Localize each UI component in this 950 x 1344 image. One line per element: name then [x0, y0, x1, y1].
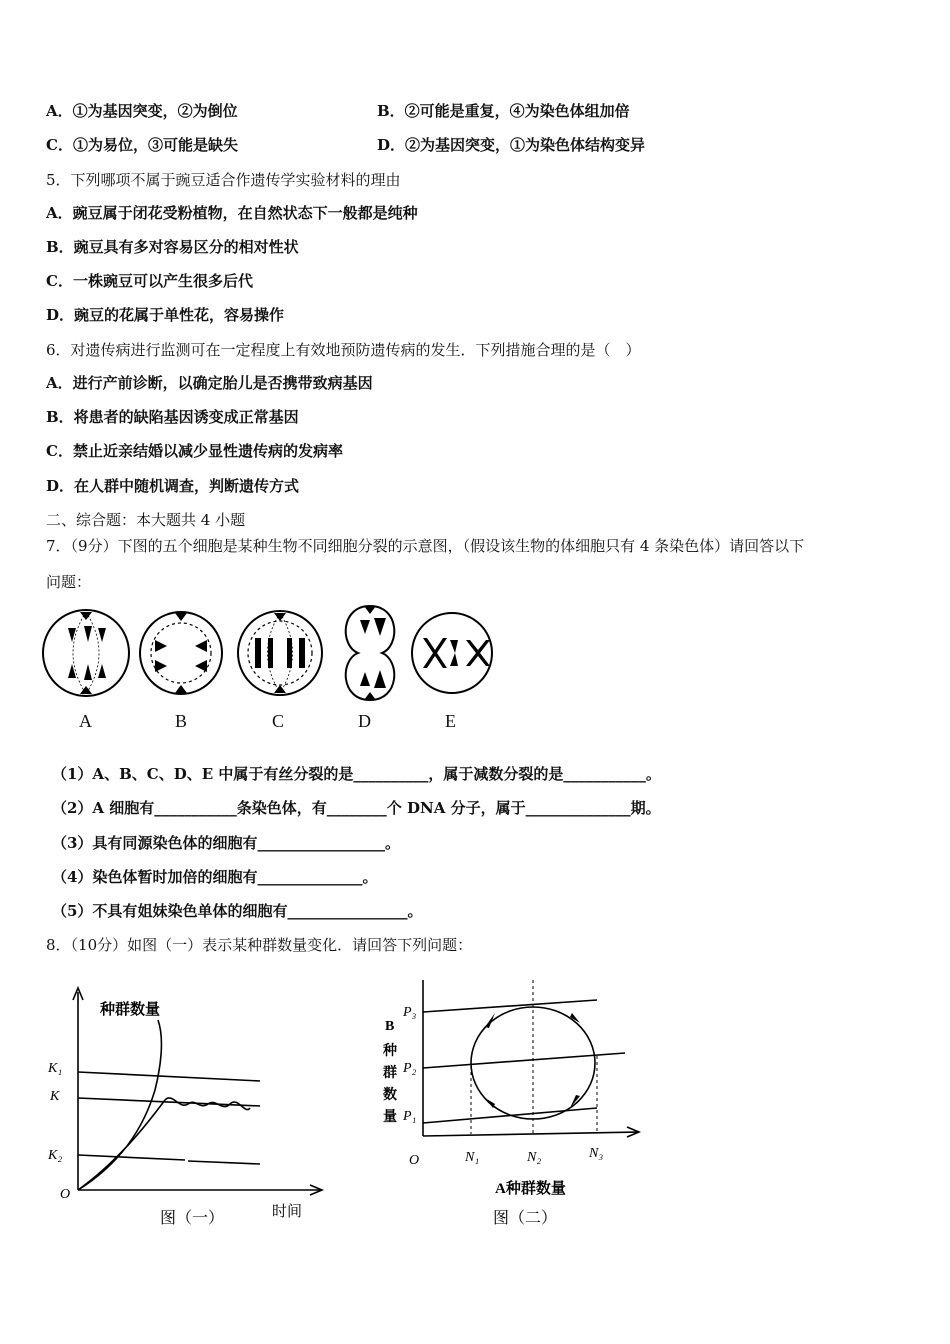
- fig2-tick-p2: P₂: [403, 1061, 417, 1076]
- fig2-tick-n2: N₂: [527, 1150, 542, 1165]
- fig2-ylabel-4: 量: [383, 1110, 397, 1125]
- fig1-xlabel: 时间: [272, 1204, 303, 1220]
- cell-label-e: E: [445, 711, 456, 731]
- q6-stem: 6．对遗传病进行监测可在一定程度上有效地预防遗传病的发生．下列措施合理的是（ ）: [46, 341, 641, 359]
- q7-sub1: （1）A、B、C、D、E 中属于有丝分裂的是__________，属于减数分裂的是___________。: [52, 765, 661, 783]
- population-graph-2: [375, 968, 645, 1238]
- q5-option-a: A．豌豆属于闭花受粉植物，在自然状态下一般都是纯种: [46, 204, 418, 222]
- q5-option-b: B．豌豆具有多对容易区分的相对性状: [46, 238, 299, 256]
- fig1-level-k: K: [50, 1089, 60, 1104]
- cell-label-c: C: [272, 711, 285, 731]
- q6-option-a: A．进行产前诊断，以确定胎儿是否携带致病基因: [46, 374, 373, 392]
- fig2-tick-p1: P₁: [403, 1109, 417, 1124]
- fig2-xlabel: A种群数量: [495, 1181, 566, 1197]
- fig1-caption: 图（一）: [160, 1210, 225, 1227]
- fig1-level-k1: K₁: [48, 1061, 63, 1076]
- q4-option-b: B．②可能是重复，④为染色体组加倍: [377, 102, 630, 120]
- fig2-ylabel-0: B: [385, 1019, 395, 1034]
- q6-option-d: D．在人群中随机调查，判断遗传方式: [46, 477, 300, 495]
- fig1-ylabel: 种群数量: [100, 1002, 161, 1018]
- fig1-origin: O: [60, 1187, 71, 1202]
- q7-stem-line1: 7．（9分）下图的五个细胞是某种生物不同细胞分裂的示意图，（假设该生物的体细胞只有 4 条染色体）请回答以下: [46, 537, 805, 555]
- cell-label-b: B: [175, 711, 188, 731]
- q4-option-a: A．①为基因突变，②为倒位: [46, 102, 238, 120]
- q5-option-d: D．豌豆的花属于单性花，容易操作: [46, 306, 285, 324]
- q8-stem: 8．（10分）如图（一）表示某种群数量变化．请回答下列问题：: [46, 936, 473, 954]
- fig2-tick-p3: P₃: [403, 1005, 417, 1020]
- cell-label-a: A: [79, 711, 92, 731]
- q7-stem-line2: 问题：: [46, 573, 92, 591]
- q5-stem: 5．下列哪项不属于豌豆适合作遗传学实验材料的理由: [46, 171, 401, 189]
- fig2-ylabel-1: 种: [383, 1044, 397, 1059]
- fig2-caption: 图（二）: [493, 1210, 558, 1227]
- fig2-ylabel-3: 数: [383, 1088, 397, 1103]
- q7-sub2: （2）A 细胞有___________条染色体，有________个 DNA 分子，属于______________期。: [52, 799, 661, 817]
- fig2-tick-n1: N₁: [465, 1150, 480, 1165]
- q7-sub5: （5）不具有姐妹染色单体的细胞有________________。: [52, 902, 423, 920]
- fig1-level-k2: K₂: [48, 1148, 63, 1163]
- section2-title: 二、综合题：本大题共 4 小题: [46, 511, 246, 529]
- q6-option-c: C．禁止近亲结婚以减少显性遗传病的发病率: [46, 442, 343, 460]
- q5-option-c: C．一株豌豆可以产生很多后代: [46, 272, 253, 290]
- fig2-tick-n3: N₃: [589, 1146, 604, 1161]
- cell-label-d: D: [358, 711, 371, 731]
- q6-option-b: B．将患者的缺陷基因诱变成正常基因: [46, 408, 299, 426]
- q7-sub3: （3）具有同源染色体的细胞有_________________。: [52, 834, 400, 852]
- q4-option-d: D．②为基因突变，①为染色体结构变异: [377, 136, 646, 154]
- q4-option-c: C．①为易位，③可能是缺失: [46, 136, 238, 154]
- q7-sub4: （4）染色体暂时加倍的细胞有______________。: [52, 868, 378, 886]
- fig2-origin: O: [409, 1153, 420, 1168]
- fig2-ylabel-2: 群: [383, 1066, 397, 1081]
- population-graph-1: [40, 980, 330, 1240]
